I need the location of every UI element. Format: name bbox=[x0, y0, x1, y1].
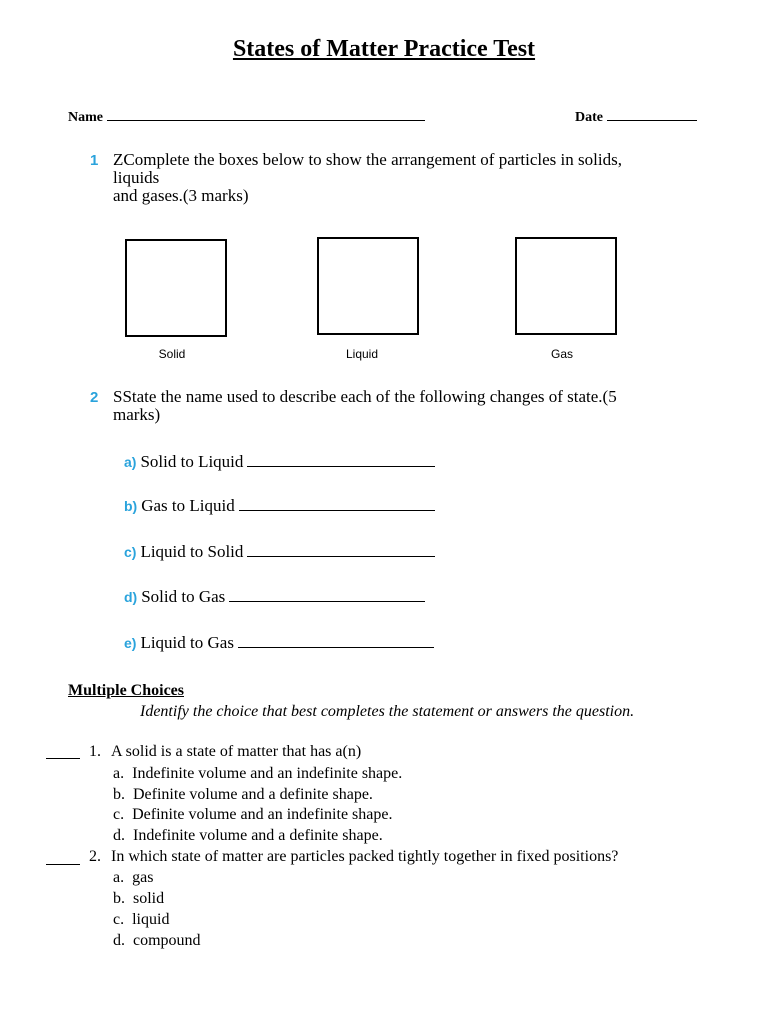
mc-1-option-b-letter: b. bbox=[113, 786, 125, 803]
mc-2-option-d-letter: d. bbox=[113, 932, 125, 949]
mc-2-option-b-letter: b. bbox=[113, 890, 125, 907]
mc-2-option-b-text: solid bbox=[133, 890, 165, 907]
part-d-text: Solid to Gas bbox=[141, 587, 226, 606]
question-2-text bbox=[113, 388, 617, 424]
mc-2-option-a-letter: a. bbox=[113, 869, 125, 886]
date-line[interactable] bbox=[607, 120, 697, 121]
part-b-answer-line[interactable] bbox=[239, 510, 435, 511]
mc-1-option-d-letter: d. bbox=[113, 827, 125, 844]
mc-1-number: 1. bbox=[89, 743, 101, 760]
mc-question-1 bbox=[89, 743, 361, 761]
question-2-part-c bbox=[124, 542, 435, 562]
multiple-choice-instructions: Identify the choice that best completes the statement or answers the question. bbox=[140, 703, 635, 720]
part-a-letter: a) bbox=[124, 454, 137, 470]
page-title: States of Matter Practice Test bbox=[232, 36, 536, 62]
mc-1-option-b[interactable] bbox=[113, 786, 373, 804]
part-e-letter: e) bbox=[124, 635, 137, 651]
question-2-part-a bbox=[124, 452, 435, 472]
question-1-text bbox=[113, 151, 622, 205]
mc-1-option-b-text: Definite volume and a definite shape. bbox=[133, 786, 373, 803]
part-c-answer-line[interactable] bbox=[247, 556, 435, 557]
name-line[interactable] bbox=[107, 120, 425, 121]
date-field[interactable] bbox=[575, 108, 697, 126]
mc-1-option-c-letter: c. bbox=[113, 806, 125, 823]
mc-1-stem: A solid is a state of matter that has a(n) bbox=[111, 743, 362, 760]
gas-drawing-box[interactable] bbox=[515, 237, 617, 335]
part-c-letter: c) bbox=[124, 544, 137, 560]
question-2-part-d bbox=[124, 587, 425, 607]
question-1-line-3: and gases.(3 marks) bbox=[113, 186, 249, 205]
part-b-text: Gas to Liquid bbox=[141, 496, 235, 515]
question-2-number: 2 bbox=[90, 389, 99, 406]
mc-2-option-d-text: compound bbox=[133, 932, 201, 949]
gas-box-label: Gas bbox=[550, 347, 573, 361]
part-d-letter: d) bbox=[124, 589, 138, 605]
mc-2-answer-blank[interactable] bbox=[46, 864, 80, 865]
mc-1-option-c[interactable] bbox=[113, 806, 392, 824]
question-1-line-1: ZComplete the boxes below to show the arrangement of particles in solids, bbox=[113, 150, 622, 169]
question-2-line-2: marks) bbox=[113, 405, 161, 424]
mc-1-option-a[interactable] bbox=[113, 765, 402, 783]
solid-box-label: Solid bbox=[158, 347, 186, 361]
name-label: Name bbox=[68, 110, 103, 125]
mc-2-option-c[interactable] bbox=[113, 911, 169, 929]
mc-1-answer-blank[interactable] bbox=[46, 758, 80, 759]
solid-drawing-box[interactable] bbox=[125, 239, 227, 337]
part-e-answer-line[interactable] bbox=[238, 647, 434, 648]
mc-2-option-c-text: liquid bbox=[132, 911, 170, 928]
part-b-letter: b) bbox=[124, 498, 138, 514]
mc-1-option-d[interactable] bbox=[113, 827, 383, 845]
mc-2-option-b[interactable] bbox=[113, 890, 164, 908]
part-c-text: Liquid to Solid bbox=[140, 542, 244, 561]
mc-1-option-d-text: Indefinite volume and a definite shape. bbox=[133, 827, 383, 844]
mc-question-2 bbox=[89, 848, 618, 866]
part-d-answer-line[interactable] bbox=[229, 601, 425, 602]
question-1-line-2: liquids bbox=[113, 168, 160, 187]
part-a-text: Solid to Liquid bbox=[140, 452, 244, 471]
part-a-answer-line[interactable] bbox=[247, 466, 435, 467]
liquid-box-label: Liquid bbox=[345, 347, 379, 361]
mc-1-option-c-text: Definite volume and an indefinite shape. bbox=[132, 806, 393, 823]
mc-2-option-a[interactable] bbox=[113, 869, 153, 887]
multiple-choice-heading: Multiple Choices bbox=[68, 682, 184, 699]
mc-2-stem: In which state of matter are particles packed tightly together in fixed positions? bbox=[111, 848, 619, 865]
question-2-line-1: SState the name used to describe each of the following changes of state.(5 bbox=[113, 387, 617, 406]
question-2-part-b bbox=[124, 496, 435, 516]
mc-2-number: 2. bbox=[89, 848, 101, 865]
question-1-number: 1 bbox=[90, 152, 99, 169]
date-label: Date bbox=[575, 110, 603, 125]
mc-2-option-a-text: gas bbox=[132, 869, 154, 886]
question-2-part-e bbox=[124, 633, 434, 653]
mc-1-option-a-text: Indefinite volume and an indefinite shape. bbox=[132, 765, 403, 782]
mc-1-option-a-letter: a. bbox=[113, 765, 125, 782]
mc-2-option-d[interactable] bbox=[113, 932, 201, 950]
name-field[interactable] bbox=[68, 108, 425, 126]
mc-2-option-c-letter: c. bbox=[113, 911, 125, 928]
part-e-text: Liquid to Gas bbox=[140, 633, 234, 652]
liquid-drawing-box[interactable] bbox=[317, 237, 419, 335]
